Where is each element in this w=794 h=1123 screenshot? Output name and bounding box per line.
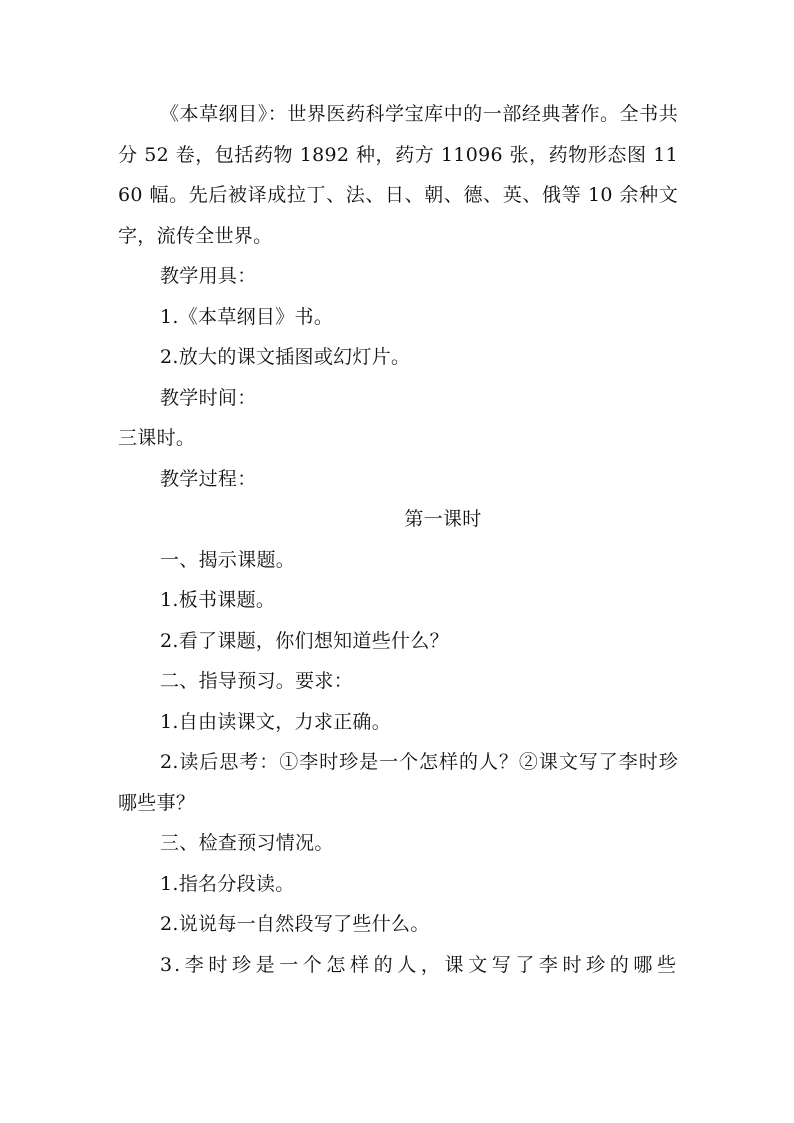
lesson-one-title: 第一课时 [404,508,482,530]
section-one-item-1: 1.板书课题。 [160,589,276,611]
section-one-item-2: 2.看了课题，你们想知道些什么？ [160,629,449,652]
section-two-item-1: 1.自由读课文，力求正确。 [160,710,392,733]
teaching-tool-item-1: 1.《本草纲目》书。 [160,305,334,328]
document-body [118,94,678,985]
section-two-heading: 二、指导预习。要求： [160,670,354,692]
section-three-heading: 三、检查预习情况。 [160,832,334,854]
section-two-item-2: 2.读后思考：①李时珍是一个怎样的人？②课文写了李时珍哪些事？ [118,751,678,814]
section-three-item-1: 1.指名分段读。 [160,872,295,895]
section-one-heading: 一、揭示课题。 [160,548,296,571]
intro-paragraph: 《本草纲目》：世界医药科学宝库中的一部经典著作。全书共分 52 卷，包括药物 1892 种，药方 11096 张，药物形态图 1160 幅。先后被译成拉丁、法、日、朝、德、英、俄等 10 余种文字，流传全世界。 [118,103,678,247]
teaching-time-value: 三课时。 [118,427,196,449]
teaching-process-heading: 教学过程： [160,467,257,490]
section-three-item-2: 2.说说每一自然段写了些什么。 [160,913,430,935]
teaching-tools-heading: 教学用具： [160,265,257,287]
teaching-time-heading: 教学时间： [160,386,257,409]
teaching-tool-item-2: 2.放大的课文插图或幻灯片。 [160,346,411,368]
section-three-item-3: 3.李时珍是一个怎样的人，课文写了李时珍的哪些 [160,953,678,976]
